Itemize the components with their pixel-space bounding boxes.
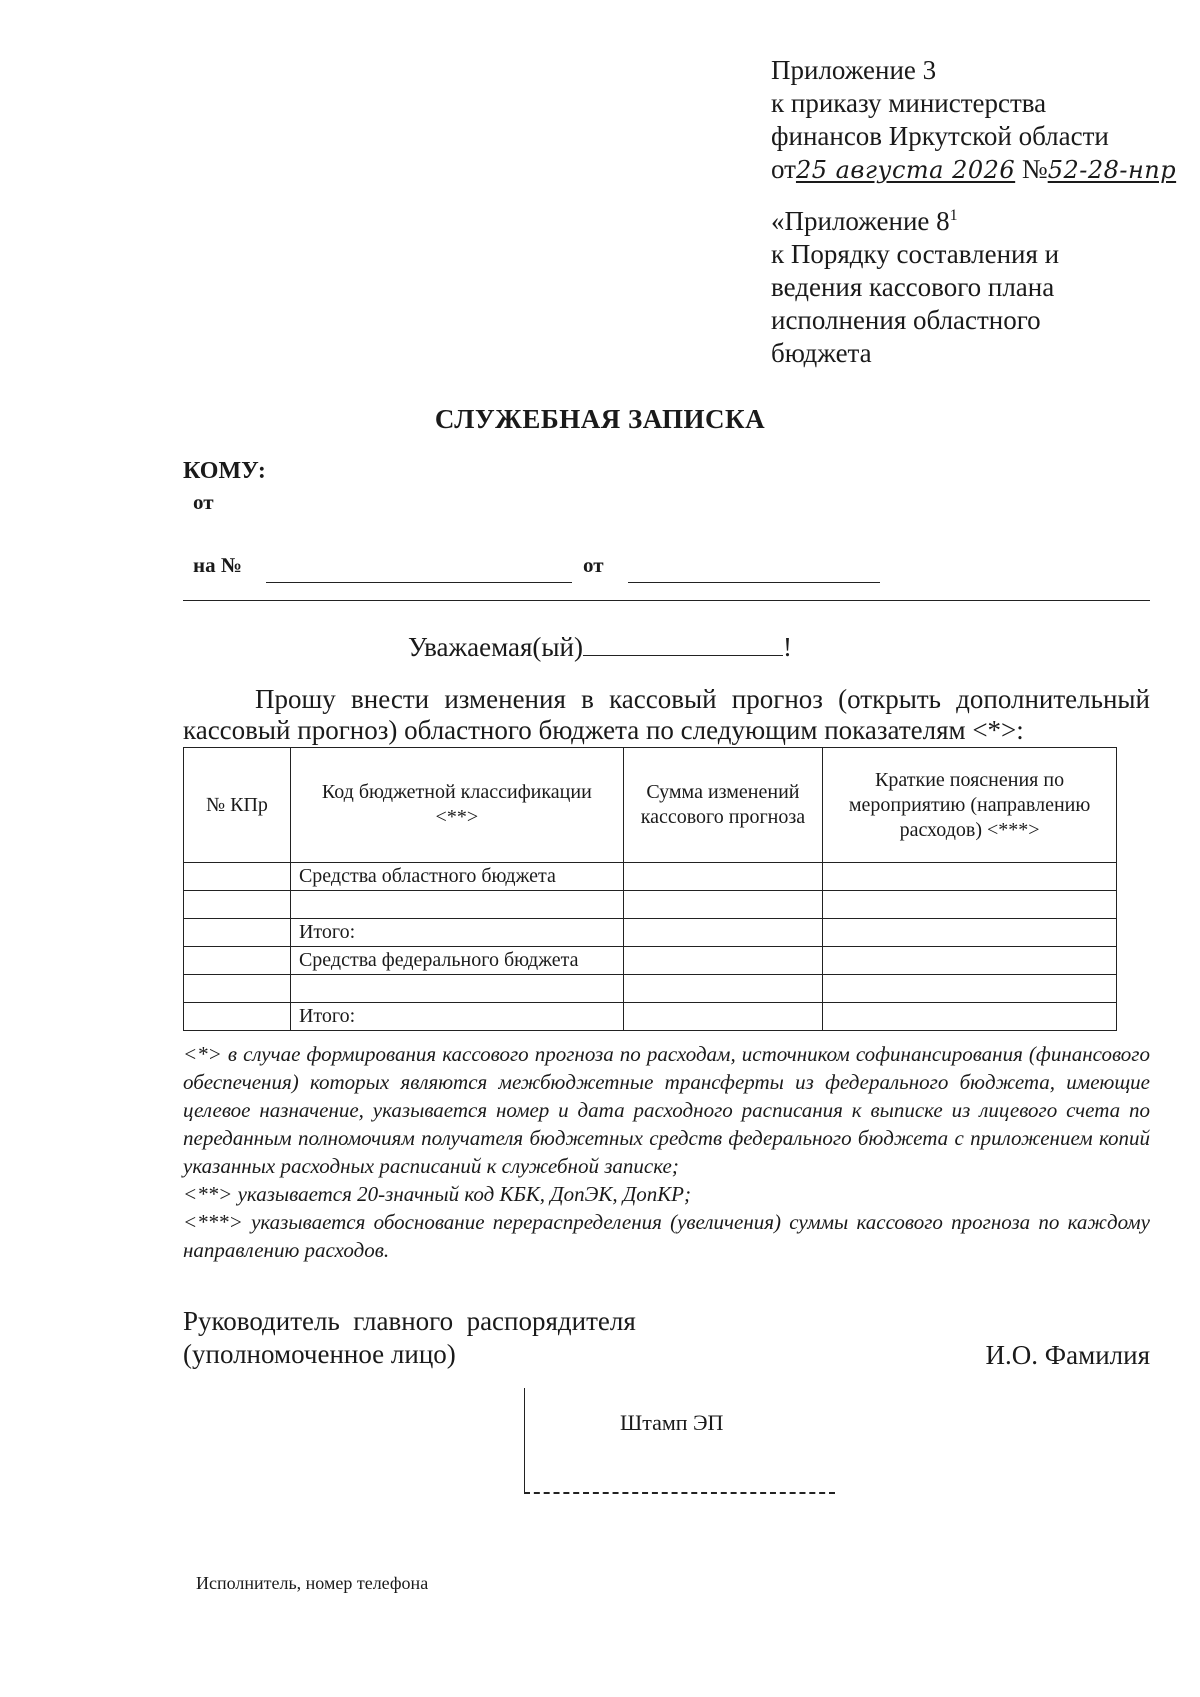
to-label: КОМУ: xyxy=(183,458,266,484)
table-cell[interactable] xyxy=(623,919,822,947)
header-divider xyxy=(183,600,1150,601)
table-cell[interactable] xyxy=(184,891,291,919)
header-explanation: Краткие пояснения по мероприятию (направлению расходов) <***> xyxy=(823,748,1117,863)
order-ministry-line: финансов Иркутской области xyxy=(771,121,1109,151)
appendix-title-line xyxy=(771,205,1191,238)
table-cell[interactable] xyxy=(184,863,291,891)
executor-contact: Исполнитель, номер телефона xyxy=(196,1573,429,1593)
table-row xyxy=(184,1003,1117,1031)
table-row xyxy=(184,975,1117,1003)
order-date-handwritten: 25 августа 2026 xyxy=(795,156,1016,184)
appendix-superscript: 1 xyxy=(949,207,958,224)
ref-number-field[interactable] xyxy=(266,582,572,583)
table-cell[interactable]: Средства областного бюджета xyxy=(290,863,623,891)
appendix-line-3: ведения кассового плана xyxy=(771,272,1055,302)
table-header-row xyxy=(184,748,1117,863)
table-cell[interactable] xyxy=(823,891,1117,919)
table-cell[interactable] xyxy=(184,975,291,1003)
appendix-title: «Приложение 8 xyxy=(771,206,950,236)
order-number-handwritten: 52-28-нпр xyxy=(1047,156,1177,184)
table-cell[interactable] xyxy=(823,919,1117,947)
footnotes xyxy=(183,1040,1150,1264)
order-appendix-number: Приложение 3 xyxy=(771,55,937,85)
table-cell[interactable] xyxy=(823,1003,1117,1031)
greeting-end: ! xyxy=(782,632,792,662)
table-cell[interactable] xyxy=(623,1003,822,1031)
table-cell[interactable]: Итого: xyxy=(290,919,623,947)
appendix-line-5: бюджета xyxy=(771,338,872,368)
from-label: от xyxy=(193,490,214,514)
footnote-1: <*> в случае формирования кассового прогноза по расходам, источником софинансирования (финансового обеспечения) которых являются межбюджетные трансферты из федерального бюджета, имеющие целевое назначение, указывается номер и дата расходного расписания к выписке из лицевого счета по переданным полномочиям получателя бюджетных средств федерального бюджета с приложением копий указанных расходных расписаний к служебной записке; xyxy=(183,1042,1150,1178)
table-cell[interactable]: Средства федерального бюджета xyxy=(290,947,623,975)
greeting-line xyxy=(0,632,1200,663)
signatory-line-2: (уполномоченное лицо) xyxy=(183,1339,456,1369)
order-to-line: к приказу министерства xyxy=(771,88,1047,118)
stamp-label: Штамп ЭП xyxy=(620,1410,724,1435)
table-cell[interactable] xyxy=(623,947,822,975)
table-cell[interactable] xyxy=(823,975,1117,1003)
order-reference-block xyxy=(771,54,1191,370)
memo-title: СЛУЖЕБНАЯ ЗАПИСКА xyxy=(434,404,766,434)
table-cell[interactable] xyxy=(184,947,291,975)
table-row xyxy=(184,947,1117,975)
greeting-name-field[interactable] xyxy=(583,633,783,656)
table-cell[interactable] xyxy=(823,947,1117,975)
table-cell[interactable] xyxy=(623,863,822,891)
table-cell[interactable] xyxy=(184,1003,291,1031)
greeting-text: Уважаемая(ый) xyxy=(408,632,583,662)
order-date-number-line xyxy=(771,153,1191,187)
signatory-line-1: Руководитель главного распорядителя xyxy=(183,1306,636,1336)
ref-number-label: на № xyxy=(193,553,242,577)
footnote-3: <***> указывается обоснование перераспределения (увеличения) суммы кассового прогноза по каждому направлению расходов. xyxy=(183,1210,1150,1262)
request-paragraph xyxy=(183,684,1150,746)
appendix-line-2: к Порядку составления и xyxy=(771,239,1060,269)
order-date-prefix: от xyxy=(771,154,796,184)
table-cell[interactable] xyxy=(623,891,822,919)
header-sum: Сумма изменений кассового прогноза xyxy=(623,748,822,863)
table-cell[interactable] xyxy=(623,975,822,1003)
table-row xyxy=(184,919,1117,947)
order-number-sign: № xyxy=(1021,154,1048,184)
signatory-title xyxy=(183,1305,636,1371)
table-cell[interactable] xyxy=(184,919,291,947)
table-cell[interactable]: Итого: xyxy=(290,1003,623,1031)
table-row xyxy=(184,891,1117,919)
table-cell[interactable] xyxy=(290,891,623,919)
appendix-line-4: исполнения областного xyxy=(771,305,1041,335)
header-kpr: № КПр xyxy=(184,748,291,863)
e-signature-stamp-box xyxy=(524,1388,835,1494)
header-budget-code: Код бюджетной классификации <**> xyxy=(290,748,623,863)
request-text: Прошу внести изменения в кассовый прогноз (открыть дополнительный кассовый прогноз) областного бюджета по следующим показателям <*>: xyxy=(183,684,1150,745)
ref-date-label: от xyxy=(583,553,604,577)
table-row xyxy=(184,863,1117,891)
ref-date-field[interactable] xyxy=(628,582,880,583)
forecast-changes-table xyxy=(183,747,1117,1031)
table-cell[interactable] xyxy=(823,863,1117,891)
signatory-name: И.О. Фамилия xyxy=(985,1340,1150,1370)
table-cell[interactable] xyxy=(290,975,623,1003)
footnote-2: <**> указывается 20-значный код КБК, ДопЭК, ДопКР; xyxy=(183,1182,691,1206)
